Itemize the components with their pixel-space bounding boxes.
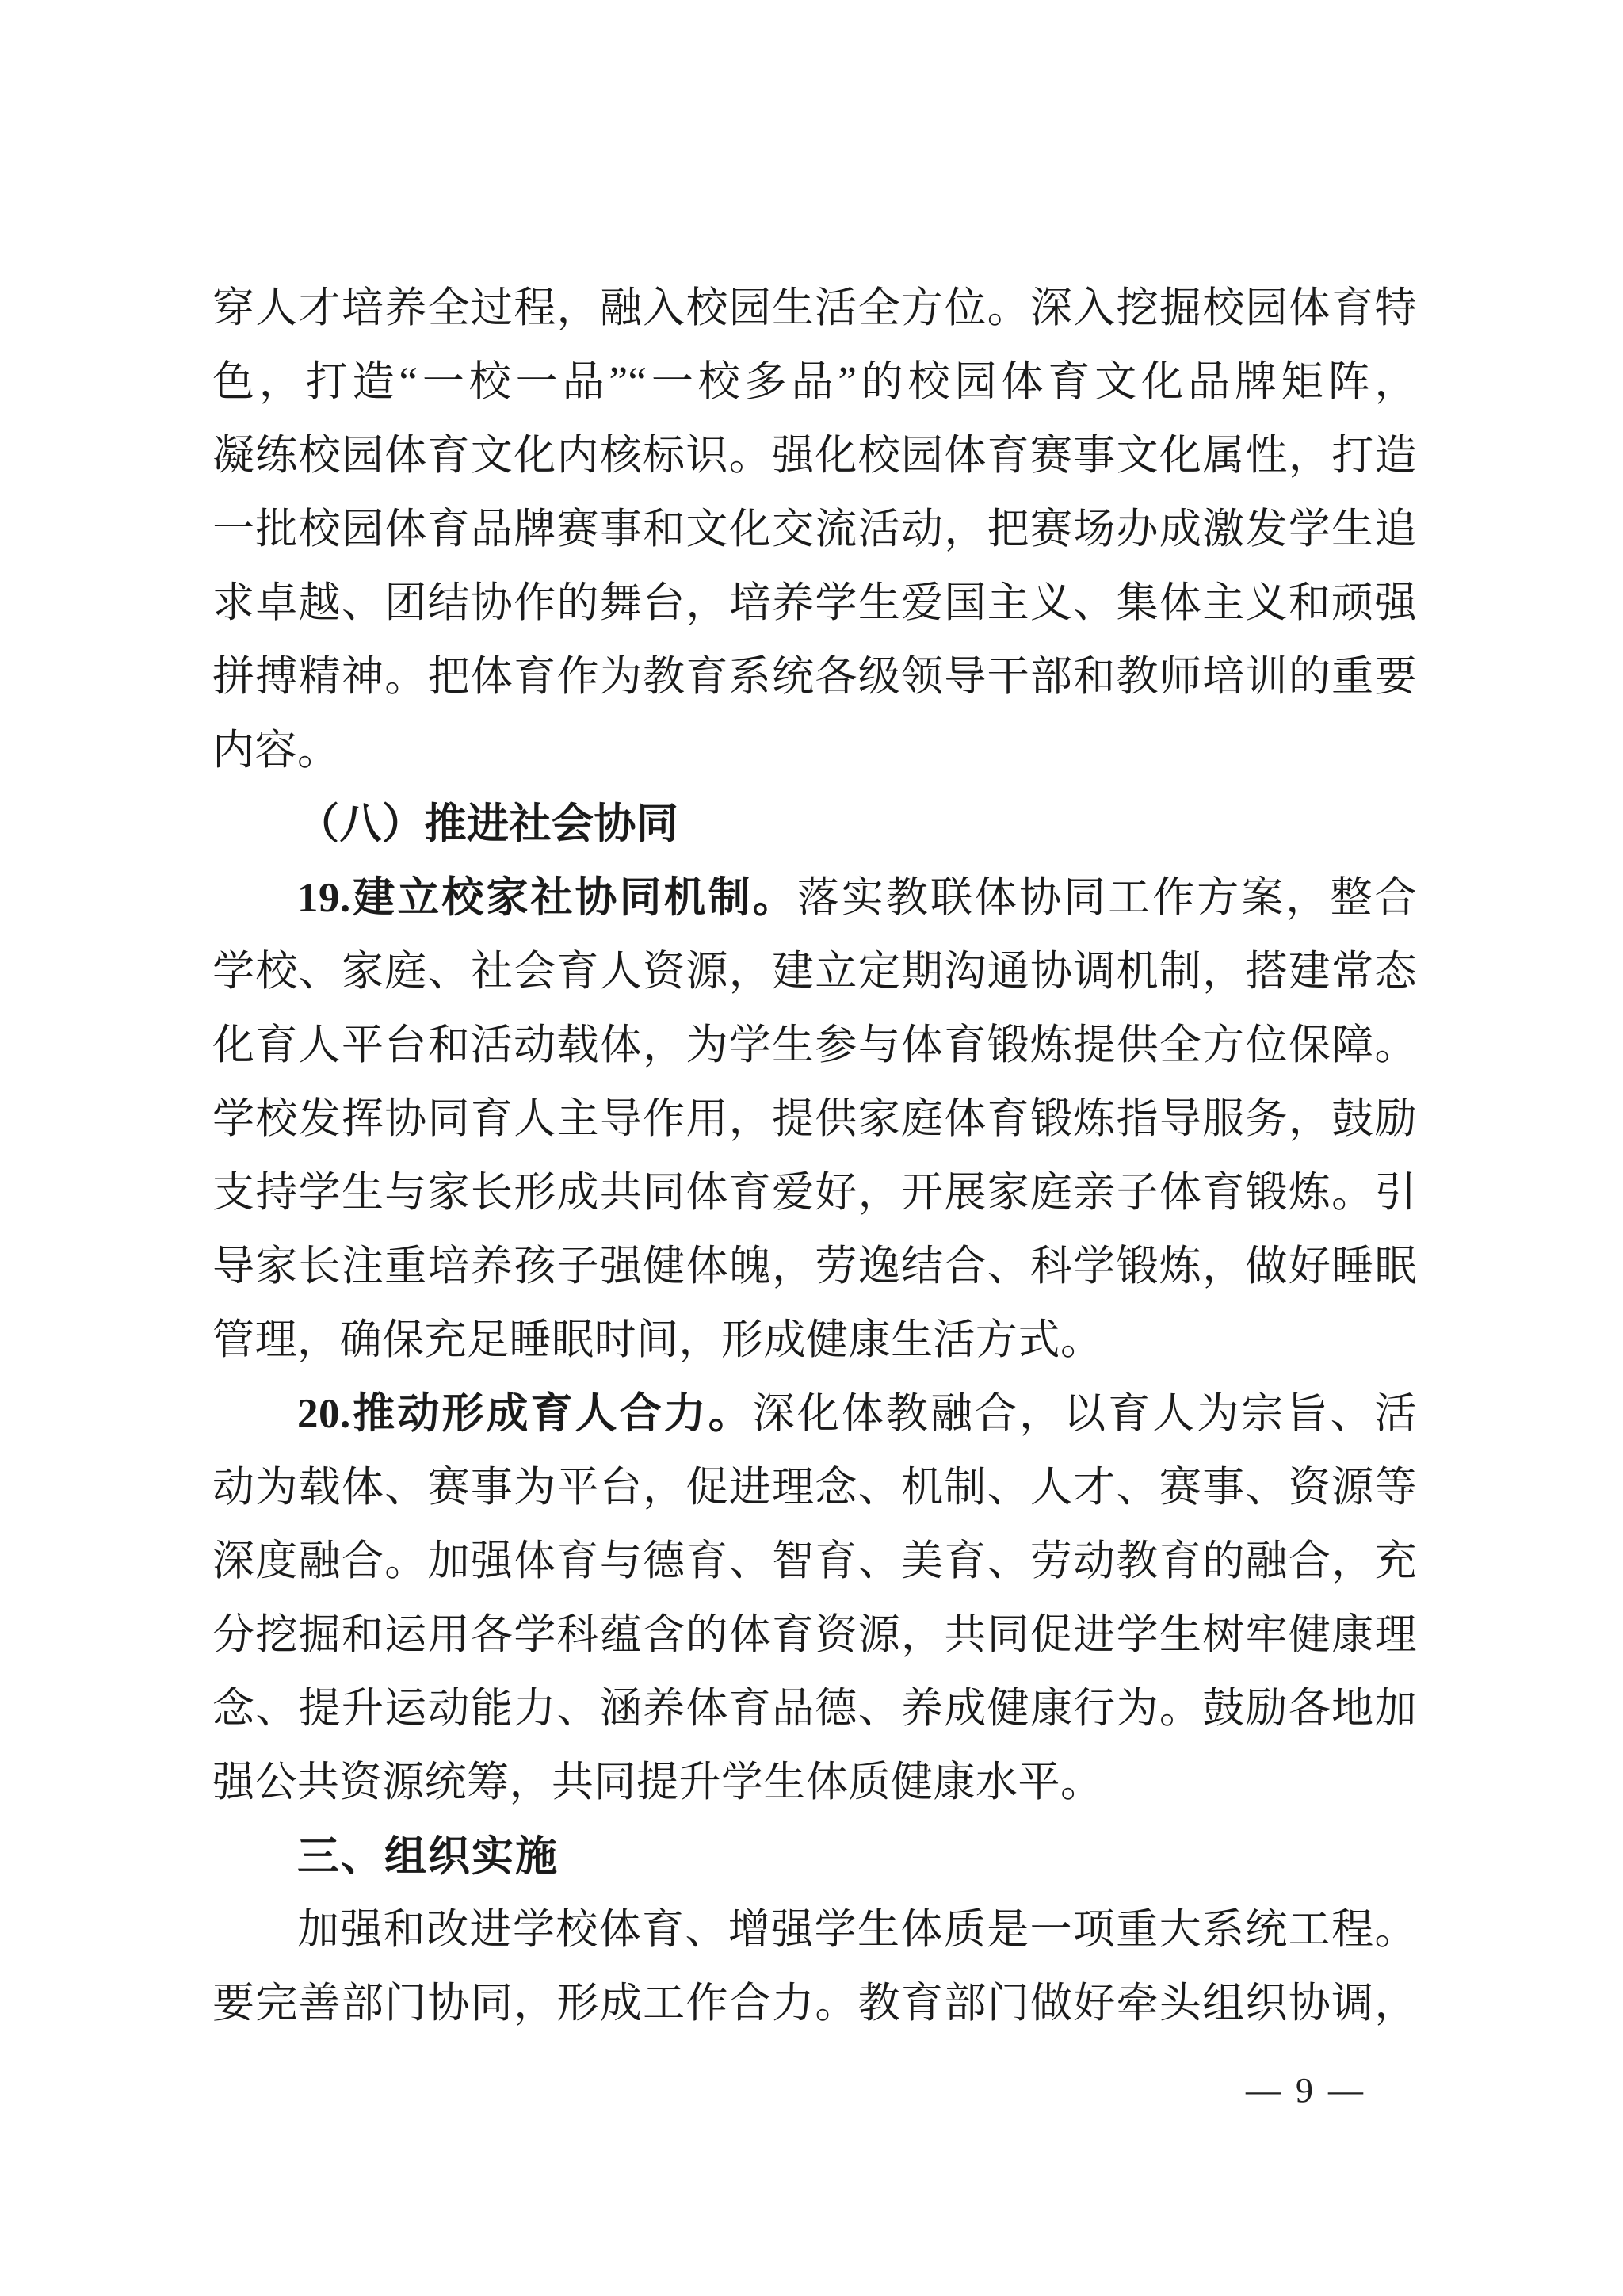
item-20-body-start: 深化体教融合，以育人为宗旨、活 xyxy=(752,1391,1417,1437)
numbered-item-19-line xyxy=(212,861,1417,935)
text-line: 化育人平台和活动载体，为学生参与体育锻炼提供全方位保障。 xyxy=(212,1022,1417,1068)
section-heading-eight: （八）推进社会协同 xyxy=(297,801,679,847)
text-line: 求卓越、团结协作的舞台，培养学生爱国主义、集体主义和顽强 xyxy=(212,580,1417,626)
text-line: 学校、家庭、社会育人资源，建立定期沟通协调机制，搭建常态 xyxy=(212,949,1417,995)
document-body xyxy=(212,272,1417,2041)
text-line: 念、提升运动能力、涵养体育品德、养成健康行为。鼓励各地加 xyxy=(212,1686,1417,1732)
text-line: 穿人才培养全过程，融入校园生活全方位。深入挖掘校园体育特 xyxy=(212,285,1417,331)
item-19-body-start: 落实教联体协同工作方案，整合 xyxy=(796,875,1417,921)
paragraph-end-line: 强公共资源统筹，共同提升学生体质健康水平。 xyxy=(212,1759,1103,1805)
page-number: — 9 — xyxy=(1246,2071,1366,2110)
item-19-bold-lead: 19.建立校家社协同机制。 xyxy=(297,875,797,921)
text-line: 加强和改进学校体育、增强学生体质是一项重大系统工程。 xyxy=(297,1907,1417,1953)
text-line: 一批校园体育品牌赛事和文化交流活动，把赛场办成激发学生追 xyxy=(212,506,1417,552)
text-line: 支持学生与家长形成共同体育爱好，开展家庭亲子体育锻炼。引 xyxy=(212,1170,1417,1216)
paragraph-end-line: 内容。 xyxy=(212,728,340,774)
text-line: 动为载体、赛事为平台，促进理念、机制、人才、赛事、资源等 xyxy=(212,1465,1417,1511)
text-line: 导家长注重培养孩子强健体魄，劳逸结合、科学锻炼，做好睡眠 xyxy=(212,1244,1417,1289)
numbered-item-20-line xyxy=(212,1377,1417,1451)
text-line: 深度融合。加强体育与德育、智育、美育、劳动教育的融合，充 xyxy=(212,1538,1417,1584)
text-line: 色，打造“一校一品”“一校多品”的校园体育文化品牌矩阵， xyxy=(212,359,1417,405)
section-heading-three: 三、组织实施 xyxy=(297,1833,559,1880)
text-line: 分挖掘和运用各学科蕴含的体育资源，共同促进学生树牢健康理 xyxy=(212,1612,1417,1658)
text-line: 学校发挥协同育人主导作用，提供家庭体育锻炼指导服务，鼓励 xyxy=(212,1096,1417,1142)
paragraph-end-line: 管理，确保充足睡眠时间，形成健康生活方式。 xyxy=(212,1317,1103,1363)
text-line: 拼搏精神。把体育作为教育系统各级领导干部和教师培训的重要 xyxy=(212,654,1417,700)
text-line: 要完善部门协同，形成工作合力。教育部门做好牵头组织协调， xyxy=(212,1981,1417,2027)
text-line: 凝练校园体育文化内核标识。强化校园体育赛事文化属性，打造 xyxy=(212,433,1417,479)
item-20-bold-lead: 20.推动形成育人合力。 xyxy=(297,1391,753,1437)
